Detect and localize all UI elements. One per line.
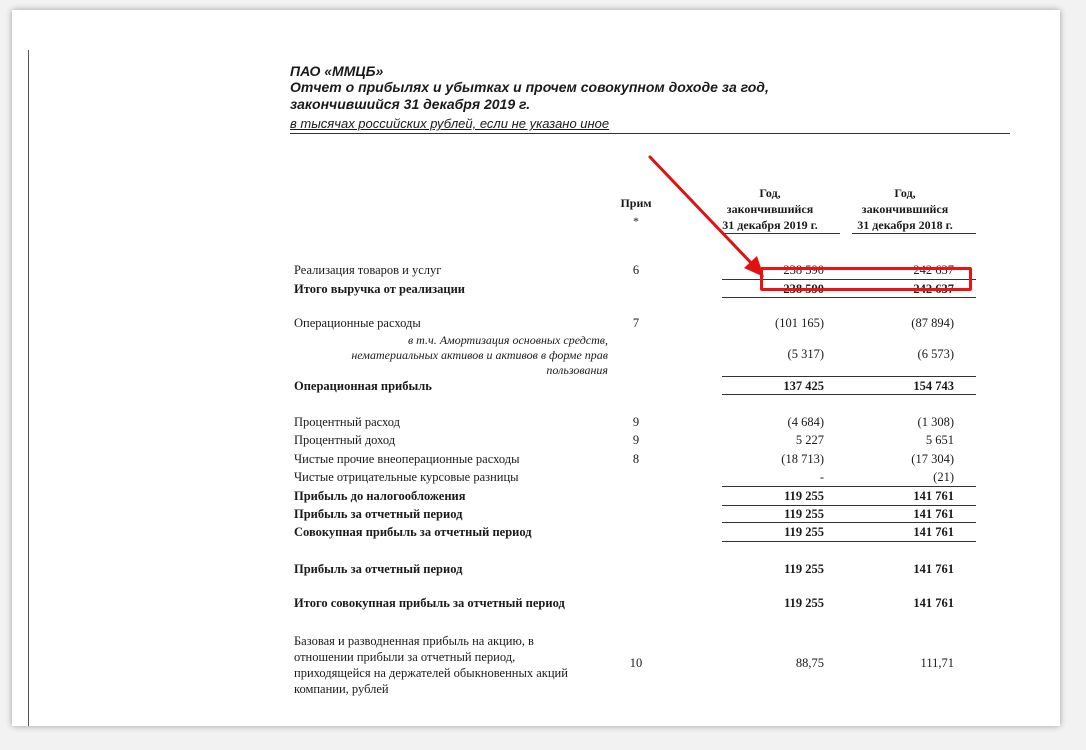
units-note: в тысячах российских рублей, если не указано иное	[290, 116, 610, 131]
row-value-2019: (4 684)	[787, 415, 824, 429]
row-value-2018: 242 637	[913, 282, 954, 296]
amortization-line1: в т.ч. Амортизация основных средств,	[407, 333, 608, 347]
row-note: 9	[632, 433, 640, 447]
row-value-2018: 141 761	[913, 596, 954, 610]
note-column-star: *	[633, 214, 639, 228]
row-label: Чистые отрицательные курсовые разницы	[294, 470, 519, 484]
row-label: Процентный доход	[294, 433, 396, 447]
column-2018-line2: закончившийся	[861, 202, 949, 216]
row-value-2018: 111,71	[920, 656, 954, 670]
row-note: 7	[632, 316, 640, 330]
row-value-2019: (101 165)	[775, 316, 824, 330]
row-value-2018: 154 743	[913, 379, 954, 393]
company-name: ПАО «ММЦБ»	[290, 63, 384, 79]
row-note: 10	[629, 656, 643, 670]
row-value-2019: 238 590	[783, 263, 824, 277]
amortization-line2: нематериальных активов и активов в форме прав	[351, 348, 608, 362]
row-value-2019: 238 590	[783, 282, 824, 296]
column-2018-line1: Год,	[894, 186, 916, 200]
report-title-line1: Отчет о прибылях и убытках и прочем совокупном доходе за год,	[290, 79, 769, 95]
row-value-2019: 119 255	[784, 596, 824, 610]
row-value-2018: (17 304)	[911, 452, 954, 466]
row-value-2018: 141 761	[913, 489, 954, 503]
row-label: Прибыль до налогообложения	[294, 489, 466, 503]
row-label: Итого совокупная прибыль за отчетный период	[294, 596, 565, 610]
column-2019-line3: 31 декабря 2019 г.	[722, 218, 818, 232]
row-value-2018: 141 761	[913, 507, 954, 521]
row-value-2019: 88,75	[795, 656, 824, 670]
column-2019-line2: закончившийся	[726, 202, 814, 216]
row-value-2018: (1 308)	[917, 415, 954, 429]
row-note: 6	[632, 263, 640, 277]
amortization-line3: пользования	[546, 363, 608, 377]
row-value-2018: (21)	[933, 470, 954, 484]
row-value-2019: 119 255	[784, 507, 824, 521]
row-label: Реализация товаров и услуг	[294, 263, 442, 277]
column-2018-line3: 31 декабря 2018 г.	[857, 218, 953, 232]
row-value-2019: -	[819, 470, 824, 484]
column-2019-line1: Год,	[759, 186, 781, 200]
row-value-2019: 119 255	[784, 489, 824, 503]
eps-label-line3: приходящейся на держателей обыкновенных акций	[294, 666, 568, 680]
row-label: Процентный расход	[294, 415, 401, 429]
eps-label-line1: Базовая и разводненная прибыль на акцию, в	[294, 634, 534, 648]
row-label: Прибыль за отчетный период	[294, 507, 463, 521]
eps-label-line4: компании, рублей	[294, 682, 389, 696]
row-value-2019: (18 713)	[781, 452, 824, 466]
row-label: Итого выручка от реализации	[294, 282, 465, 296]
arrow-shaft	[650, 157, 754, 266]
row-note: 8	[632, 452, 640, 466]
row-value-2018: 5 651	[925, 433, 954, 447]
row-value-2018: (6 573)	[917, 347, 954, 361]
eps-label-line2: отношении прибыли за отчетный период,	[294, 650, 516, 664]
report-title-line2: закончившийся 31 декабря 2019 г.	[290, 96, 531, 112]
row-value-2018: 242 637	[913, 263, 954, 277]
row-value-2018: (87 894)	[911, 316, 954, 330]
row-value-2018: 141 761	[913, 525, 954, 539]
row-note: 9	[632, 415, 640, 429]
row-label: Операционная прибыль	[294, 379, 432, 393]
row-label: Прибыль за отчетный период	[294, 562, 463, 576]
row-value-2019: 119 255	[784, 562, 824, 576]
note-column-header: Прим	[620, 196, 652, 210]
row-label: Операционные расходы	[294, 316, 421, 330]
row-value-2019: 137 425	[783, 379, 824, 393]
row-value-2019: 119 255	[784, 525, 824, 539]
row-label: Чистые прочие внеоперационные расходы	[294, 452, 520, 466]
row-label: Совокупная прибыль за отчетный период	[294, 525, 532, 539]
row-value-2019: (5 317)	[787, 347, 824, 361]
row-value-2019: 5 227	[795, 433, 824, 447]
row-value-2018: 141 761	[913, 562, 954, 576]
